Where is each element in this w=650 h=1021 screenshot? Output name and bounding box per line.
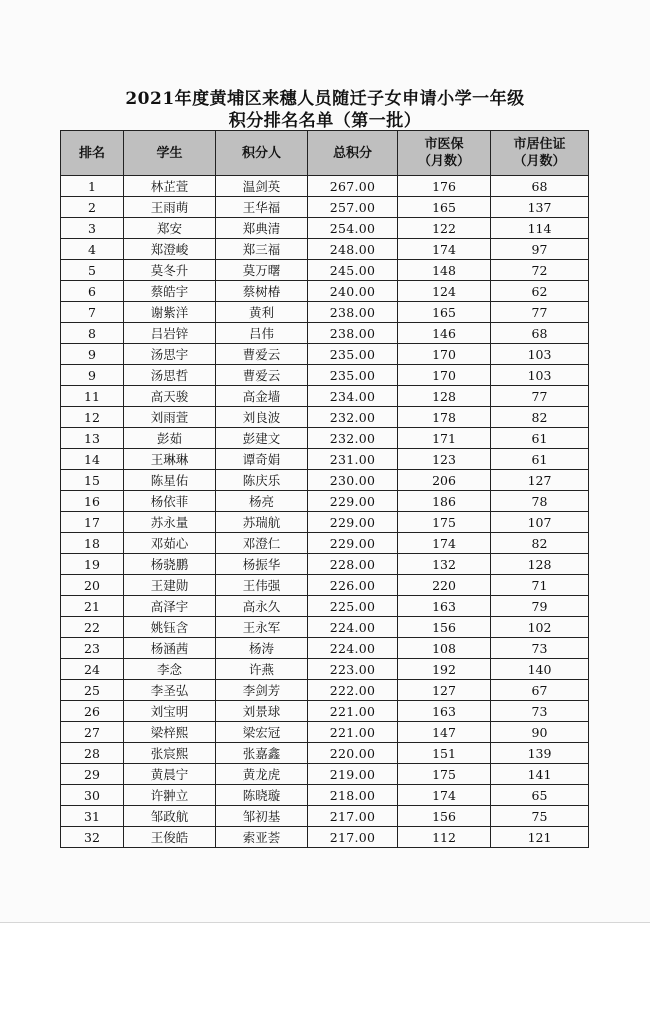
header-total-points: 总积分	[308, 131, 398, 176]
cell-total-points: 234.00	[308, 386, 398, 407]
cell-applicant: 陈庆乐	[216, 470, 308, 491]
cell-rank: 13	[61, 428, 124, 449]
cell-residence-months: 73	[491, 638, 589, 659]
cell-total-points: 235.00	[308, 365, 398, 386]
cell-total-points: 254.00	[308, 218, 398, 239]
cell-residence-months: 72	[491, 260, 589, 281]
cell-student: 刘雨萱	[124, 407, 216, 428]
cell-student: 王建勋	[124, 575, 216, 596]
cell-rank: 28	[61, 743, 124, 764]
cell-residence-months: 107	[491, 512, 589, 533]
cell-rank: 21	[61, 596, 124, 617]
cell-medical-months: 178	[398, 407, 491, 428]
cell-applicant: 莫万曙	[216, 260, 308, 281]
header-residence-permit	[491, 131, 589, 176]
cell-medical-months: 151	[398, 743, 491, 764]
cell-residence-months: 103	[491, 365, 589, 386]
cell-medical-months: 192	[398, 659, 491, 680]
table-row	[61, 701, 589, 722]
cell-residence-months: 128	[491, 554, 589, 575]
table-row	[61, 386, 589, 407]
cell-residence-months: 68	[491, 323, 589, 344]
cell-total-points: 232.00	[308, 407, 398, 428]
cell-rank: 9	[61, 344, 124, 365]
cell-total-points: 224.00	[308, 638, 398, 659]
cell-residence-months: 141	[491, 764, 589, 785]
header-student: 学生	[124, 131, 216, 176]
cell-medical-months: 156	[398, 617, 491, 638]
cell-applicant: 谭奇娟	[216, 449, 308, 470]
cell-student: 王雨萌	[124, 197, 216, 218]
cell-student: 彭茹	[124, 428, 216, 449]
table-row	[61, 806, 589, 827]
cell-rank: 14	[61, 449, 124, 470]
cell-residence-months: 68	[491, 176, 589, 197]
cell-medical-months: 220	[398, 575, 491, 596]
cell-applicant: 索亚荟	[216, 827, 308, 848]
cell-rank: 30	[61, 785, 124, 806]
cell-rank: 19	[61, 554, 124, 575]
cell-rank: 8	[61, 323, 124, 344]
cell-student: 许翀立	[124, 785, 216, 806]
cell-applicant: 杨涛	[216, 638, 308, 659]
cell-applicant: 张嘉鑫	[216, 743, 308, 764]
cell-student: 杨涵茜	[124, 638, 216, 659]
header-residence-line1: 市居住证	[513, 137, 566, 152]
cell-rank: 17	[61, 512, 124, 533]
cell-total-points: 218.00	[308, 785, 398, 806]
cell-rank: 25	[61, 680, 124, 701]
cell-rank: 22	[61, 617, 124, 638]
cell-total-points: 232.00	[308, 428, 398, 449]
table-row	[61, 428, 589, 449]
cell-medical-months: 147	[398, 722, 491, 743]
cell-rank: 2	[61, 197, 124, 218]
cell-student: 郑澄峻	[124, 239, 216, 260]
cell-applicant: 王华福	[216, 197, 308, 218]
cell-residence-months: 102	[491, 617, 589, 638]
cell-student: 邹政航	[124, 806, 216, 827]
table-row	[61, 533, 589, 554]
cell-applicant: 梁宏冠	[216, 722, 308, 743]
cell-total-points: 222.00	[308, 680, 398, 701]
cell-applicant: 苏瑞航	[216, 512, 308, 533]
cell-applicant: 曹爱云	[216, 365, 308, 386]
cell-residence-months: 75	[491, 806, 589, 827]
table-body	[61, 176, 589, 848]
cell-medical-months: 170	[398, 344, 491, 365]
cell-rank: 20	[61, 575, 124, 596]
cell-medical-months: 170	[398, 365, 491, 386]
table-row	[61, 197, 589, 218]
cell-total-points: 219.00	[308, 764, 398, 785]
cell-applicant: 曹爱云	[216, 344, 308, 365]
cell-total-points: 267.00	[308, 176, 398, 197]
cell-residence-months: 114	[491, 218, 589, 239]
cell-student: 李圣弘	[124, 680, 216, 701]
cell-student: 高天骏	[124, 386, 216, 407]
cell-rank: 26	[61, 701, 124, 722]
table-row	[61, 596, 589, 617]
cell-rank: 9	[61, 365, 124, 386]
cell-rank: 31	[61, 806, 124, 827]
cell-medical-months: 156	[398, 806, 491, 827]
cell-medical-months: 174	[398, 239, 491, 260]
cell-medical-months: 165	[398, 302, 491, 323]
cell-residence-months: 61	[491, 449, 589, 470]
cell-student: 蔡皓宇	[124, 281, 216, 302]
cell-applicant: 高永久	[216, 596, 308, 617]
cell-residence-months: 82	[491, 533, 589, 554]
cell-residence-months: 127	[491, 470, 589, 491]
cell-residence-months: 79	[491, 596, 589, 617]
table-row	[61, 680, 589, 701]
document-title-line2: 积分排名名单（第一批）	[228, 111, 422, 131]
table-row	[61, 260, 589, 281]
cell-total-points: 221.00	[308, 701, 398, 722]
cell-residence-months: 137	[491, 197, 589, 218]
cell-applicant: 高金墙	[216, 386, 308, 407]
cell-student: 黄晨宁	[124, 764, 216, 785]
cell-total-points: 229.00	[308, 491, 398, 512]
cell-total-points: 223.00	[308, 659, 398, 680]
cell-applicant: 杨振华	[216, 554, 308, 575]
table-row	[61, 827, 589, 848]
cell-applicant: 温剑英	[216, 176, 308, 197]
cell-student: 莫冬升	[124, 260, 216, 281]
cell-total-points: 231.00	[308, 449, 398, 470]
cell-student: 郑安	[124, 218, 216, 239]
table-row	[61, 344, 589, 365]
cell-applicant: 王伟强	[216, 575, 308, 596]
cell-student: 汤思宇	[124, 344, 216, 365]
header-residence-line2: （月数）	[513, 154, 566, 169]
cell-medical-months: 163	[398, 596, 491, 617]
table-row	[61, 302, 589, 323]
cell-student: 汤思哲	[124, 365, 216, 386]
table-row	[61, 512, 589, 533]
table-row	[61, 617, 589, 638]
cell-residence-months: 97	[491, 239, 589, 260]
cell-medical-months: 175	[398, 512, 491, 533]
page-edge	[0, 922, 650, 923]
cell-total-points: 240.00	[308, 281, 398, 302]
table-row	[61, 407, 589, 428]
cell-medical-months: 123	[398, 449, 491, 470]
cell-total-points: 224.00	[308, 617, 398, 638]
table-row	[61, 470, 589, 491]
cell-medical-months: 163	[398, 701, 491, 722]
cell-applicant: 蔡树椿	[216, 281, 308, 302]
cell-rank: 32	[61, 827, 124, 848]
cell-medical-months: 148	[398, 260, 491, 281]
table-row	[61, 575, 589, 596]
cell-residence-months: 121	[491, 827, 589, 848]
cell-medical-months: 176	[398, 176, 491, 197]
cell-total-points: 230.00	[308, 470, 398, 491]
cell-medical-months: 146	[398, 323, 491, 344]
table-row	[61, 176, 589, 197]
cell-medical-months: 174	[398, 785, 491, 806]
cell-total-points: 225.00	[308, 596, 398, 617]
header-medical-line2: （月数）	[417, 154, 470, 169]
cell-residence-months: 139	[491, 743, 589, 764]
cell-medical-months: 122	[398, 218, 491, 239]
cell-rank: 6	[61, 281, 124, 302]
cell-applicant: 郑典清	[216, 218, 308, 239]
cell-applicant: 王永军	[216, 617, 308, 638]
cell-rank: 23	[61, 638, 124, 659]
table-row	[61, 722, 589, 743]
table-row	[61, 554, 589, 575]
cell-rank: 27	[61, 722, 124, 743]
cell-medical-months: 186	[398, 491, 491, 512]
cell-residence-months: 62	[491, 281, 589, 302]
cell-student: 谢紫洋	[124, 302, 216, 323]
cell-student: 陈星佑	[124, 470, 216, 491]
cell-rank: 5	[61, 260, 124, 281]
table-row	[61, 743, 589, 764]
cell-medical-months: 112	[398, 827, 491, 848]
cell-residence-months: 78	[491, 491, 589, 512]
cell-rank: 12	[61, 407, 124, 428]
cell-residence-months: 61	[491, 428, 589, 449]
cell-applicant: 邓澄仁	[216, 533, 308, 554]
cell-rank: 29	[61, 764, 124, 785]
cell-total-points: 220.00	[308, 743, 398, 764]
cell-student: 张宸熙	[124, 743, 216, 764]
cell-student: 杨骁鹏	[124, 554, 216, 575]
cell-applicant: 杨亮	[216, 491, 308, 512]
cell-applicant: 黄龙虎	[216, 764, 308, 785]
cell-rank: 1	[61, 176, 124, 197]
table-row	[61, 365, 589, 386]
cell-student: 高泽宇	[124, 596, 216, 617]
header-row	[61, 131, 589, 176]
cell-residence-months: 103	[491, 344, 589, 365]
cell-student: 李念	[124, 659, 216, 680]
cell-medical-months: 128	[398, 386, 491, 407]
table-row	[61, 449, 589, 470]
cell-residence-months: 73	[491, 701, 589, 722]
cell-medical-months: 124	[398, 281, 491, 302]
ranking-table	[60, 130, 589, 848]
cell-total-points: 238.00	[308, 302, 398, 323]
cell-total-points: 217.00	[308, 806, 398, 827]
table-header	[61, 131, 589, 176]
cell-student: 姚钰含	[124, 617, 216, 638]
table-row	[61, 785, 589, 806]
cell-total-points: 235.00	[308, 344, 398, 365]
cell-rank: 24	[61, 659, 124, 680]
cell-medical-months: 175	[398, 764, 491, 785]
header-medical-line1: 市医保	[424, 137, 464, 152]
cell-total-points: 217.00	[308, 827, 398, 848]
cell-applicant: 黄利	[216, 302, 308, 323]
cell-rank: 16	[61, 491, 124, 512]
cell-residence-months: 67	[491, 680, 589, 701]
cell-residence-months: 140	[491, 659, 589, 680]
cell-total-points: 226.00	[308, 575, 398, 596]
cell-applicant: 郑三福	[216, 239, 308, 260]
cell-total-points: 248.00	[308, 239, 398, 260]
cell-applicant: 刘景球	[216, 701, 308, 722]
cell-medical-months: 171	[398, 428, 491, 449]
cell-medical-months: 165	[398, 197, 491, 218]
table-row	[61, 239, 589, 260]
table-row	[61, 281, 589, 302]
cell-total-points: 245.00	[308, 260, 398, 281]
cell-medical-months: 174	[398, 533, 491, 554]
cell-rank: 11	[61, 386, 124, 407]
cell-rank: 4	[61, 239, 124, 260]
cell-medical-months: 108	[398, 638, 491, 659]
cell-applicant: 邹初基	[216, 806, 308, 827]
header-rank: 排名	[61, 131, 124, 176]
table-row	[61, 491, 589, 512]
cell-residence-months: 77	[491, 302, 589, 323]
cell-total-points: 229.00	[308, 533, 398, 554]
table-row	[61, 638, 589, 659]
header-medical-insurance	[398, 131, 491, 176]
table-row	[61, 323, 589, 344]
cell-rank: 18	[61, 533, 124, 554]
cell-applicant: 陈晓璇	[216, 785, 308, 806]
cell-rank: 3	[61, 218, 124, 239]
cell-student: 吕岩锌	[124, 323, 216, 344]
cell-student: 杨依菲	[124, 491, 216, 512]
table-row	[61, 764, 589, 785]
cell-total-points: 238.00	[308, 323, 398, 344]
cell-applicant: 彭建文	[216, 428, 308, 449]
cell-residence-months: 77	[491, 386, 589, 407]
document-title-line1: 2021年度黄埔区来穗人员随迁子女申请小学一年级	[125, 89, 525, 109]
cell-residence-months: 90	[491, 722, 589, 743]
cell-student: 梁梓熙	[124, 722, 216, 743]
table-row	[61, 659, 589, 680]
cell-applicant: 李剑芳	[216, 680, 308, 701]
table-row	[61, 218, 589, 239]
cell-residence-months: 82	[491, 407, 589, 428]
cell-residence-months: 65	[491, 785, 589, 806]
cell-medical-months: 127	[398, 680, 491, 701]
cell-student: 王俊皓	[124, 827, 216, 848]
cell-total-points: 257.00	[308, 197, 398, 218]
cell-student: 苏永量	[124, 512, 216, 533]
cell-student: 王琳琳	[124, 449, 216, 470]
cell-applicant: 许燕	[216, 659, 308, 680]
cell-rank: 7	[61, 302, 124, 323]
cell-rank: 15	[61, 470, 124, 491]
cell-student: 邓茹心	[124, 533, 216, 554]
header-applicant: 积分人	[216, 131, 308, 176]
cell-total-points: 228.00	[308, 554, 398, 575]
cell-applicant: 刘良波	[216, 407, 308, 428]
cell-residence-months: 71	[491, 575, 589, 596]
cell-total-points: 221.00	[308, 722, 398, 743]
cell-medical-months: 132	[398, 554, 491, 575]
cell-student: 林芷萱	[124, 176, 216, 197]
cell-total-points: 229.00	[308, 512, 398, 533]
cell-student: 刘宝明	[124, 701, 216, 722]
cell-medical-months: 206	[398, 470, 491, 491]
cell-applicant: 吕伟	[216, 323, 308, 344]
